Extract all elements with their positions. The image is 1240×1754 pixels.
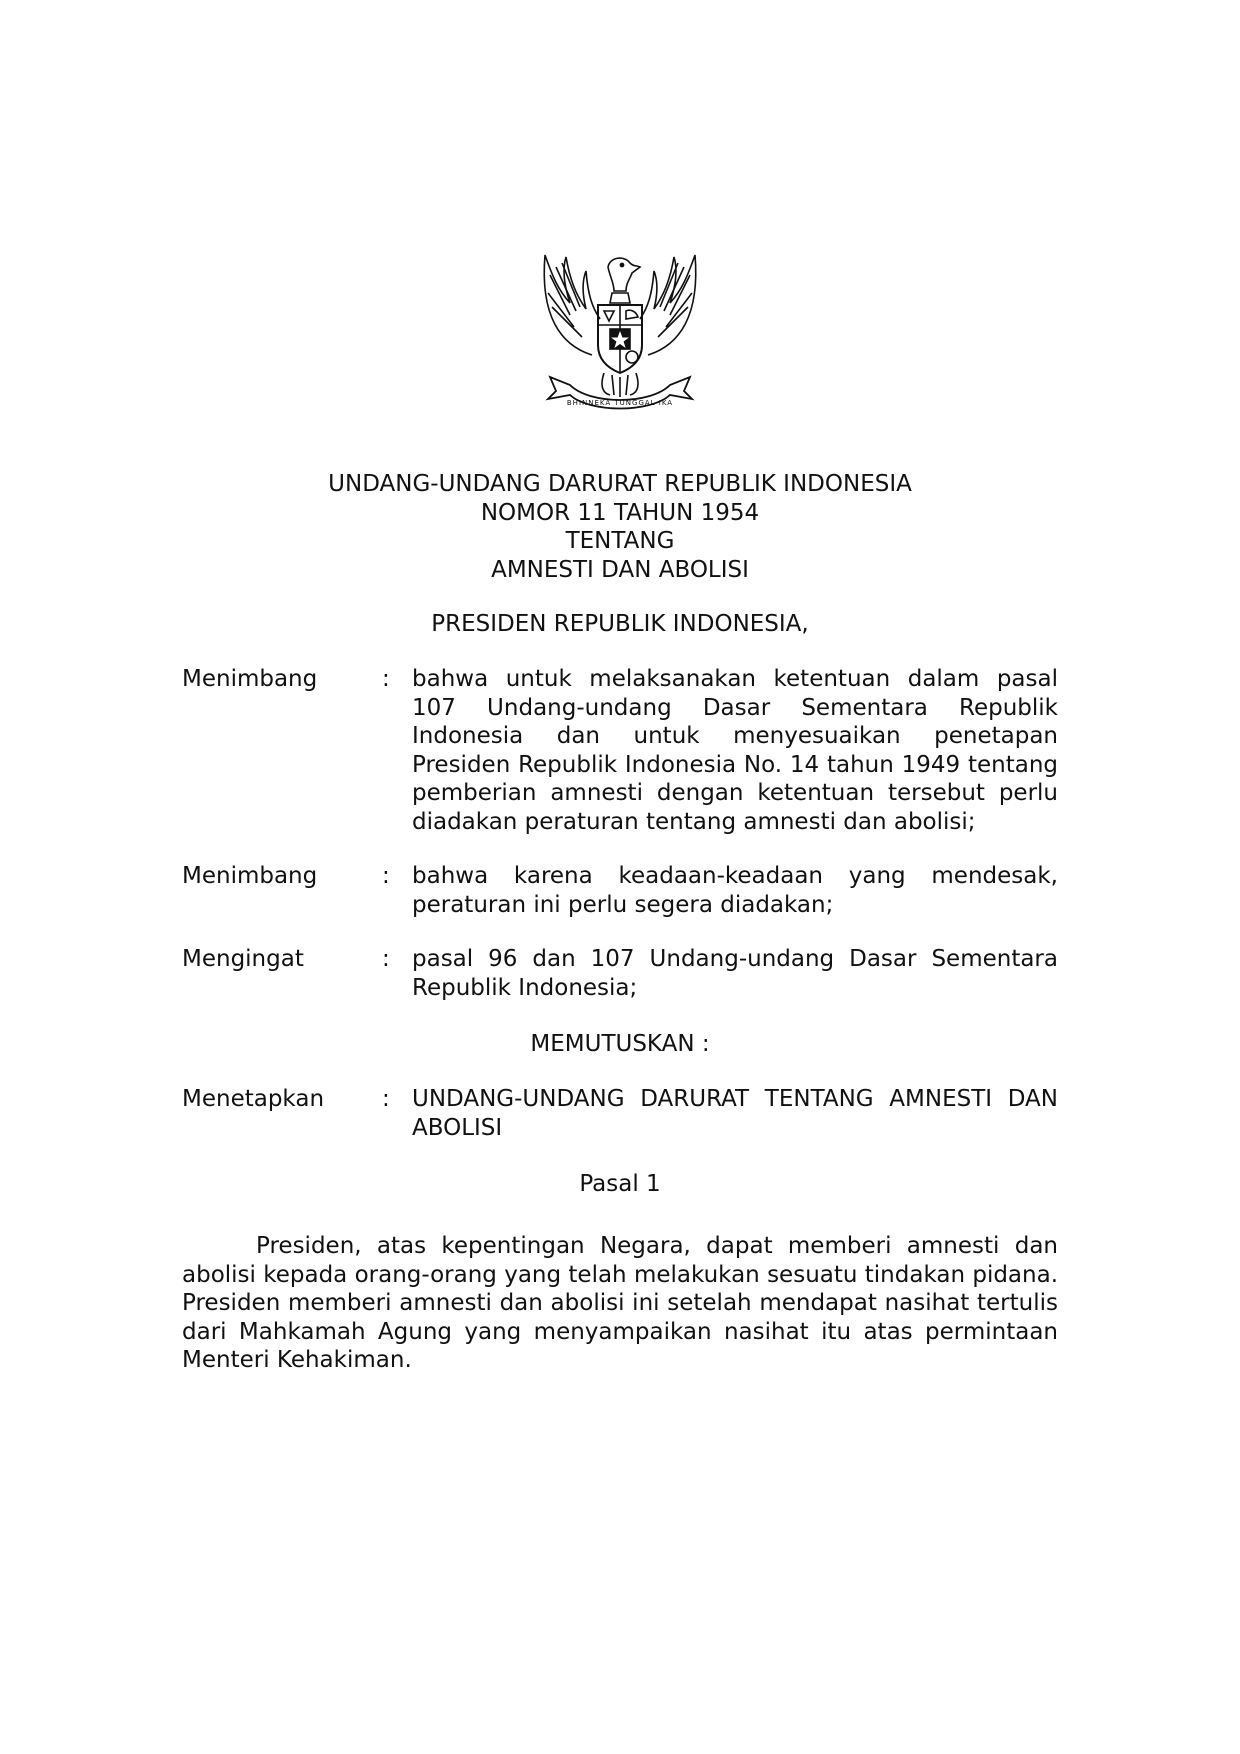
- clause-text: bahwa karena keadaan-keadaan yang mendesak, peraturan ini perlu segera diadakan;: [412, 863, 1058, 918]
- title-line-tentang: TENTANG: [565, 528, 675, 554]
- president-heading: PRESIDEN REPUBLIK INDONESIA,: [431, 611, 809, 637]
- clause-colon: :: [382, 863, 390, 889]
- pasal-1-text: Presiden, atas kepentingan Negara, dapat memberi amnesti dan abolisi kepada orang-orang yang telah melakukan sesuatu tindakan pidana. Presiden memberi amnesti dan abolisi ini setelah mendapat nasihat tertulis dari Mahkamah Agung yang menyampaikan nasihat itu atas permintaan Menteri Kehakiman.: [182, 1233, 1059, 1373]
- clause-text: pasal 96 dan 107 Undang-undang Dasar Sementara Republik Indonesia;: [412, 946, 1058, 1001]
- clause-label: Menetapkan: [182, 1086, 325, 1112]
- memutuskan-heading: MEMUTUSKAN :: [530, 1031, 710, 1057]
- emblem-motto: BHINNEKA TUNGGAL IKA: [566, 399, 674, 407]
- garuda-pancasila-emblem-icon: [530, 245, 710, 445]
- clause-menimbang-1: [182, 665, 1058, 836]
- clause-menimbang-2: [182, 862, 1058, 919]
- clause-menetapkan: [182, 1085, 1058, 1142]
- title-line-subject: AMNESTI DAN ABOLISI: [491, 556, 749, 583]
- title-line-law-type: UNDANG-UNDANG DARURAT REPUBLIK INDONESIA: [328, 471, 912, 497]
- clause-colon: :: [382, 946, 390, 972]
- clause-text: bahwa untuk melaksanakan ketentuan dalam pasal 107 Undang-undang Dasar Sementara Republik Indonesia dan untuk menyesuaikan penetapan Presiden Republik Indonesia No. 14 tahun 1949 tentang pemberian amnesti dengan ketentuan tersebut perlu diadakan peraturan tentang amnesti dan abolisi;: [412, 666, 1058, 835]
- clause-colon: :: [382, 666, 390, 692]
- clause-colon: :: [382, 1086, 390, 1112]
- clause-label: Menimbang: [182, 666, 318, 692]
- clause-text: UNDANG-UNDANG DARURAT TENTANG AMNESTI DAN ABOLISI: [412, 1086, 1058, 1141]
- pasal-1-heading: Pasal 1: [579, 1171, 661, 1197]
- clause-label: Menimbang: [182, 863, 318, 889]
- clause-mengingat: [182, 945, 1058, 1002]
- clause-label: Mengingat: [182, 946, 304, 972]
- title-line-number: NOMOR 11 TAHUN 1954: [480, 499, 760, 526]
- document-title: [0, 470, 1240, 584]
